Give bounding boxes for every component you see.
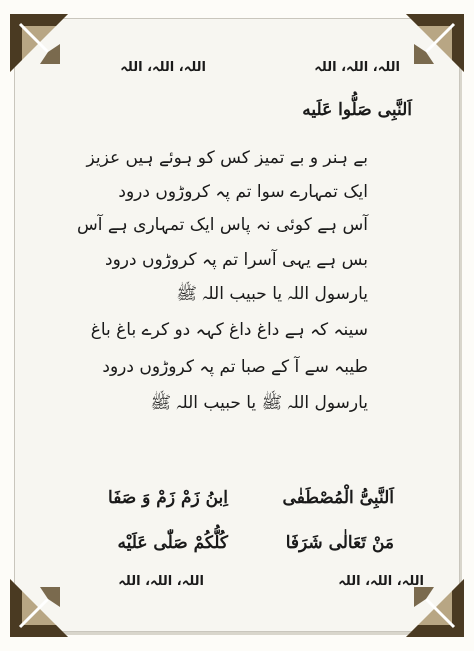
poem-line-4: بس ہے یہی آسرا تم پہ کروڑوں درود <box>105 250 368 270</box>
poem-line-6: سینہ کہ ہے داغ داغ کہہ دو کرے باغ باغ <box>90 320 368 340</box>
allah-row-footer-right: اللہ، اللہ، اللہ <box>338 574 424 589</box>
allah-row-header-left: اللہ، اللہ، اللہ <box>120 60 206 75</box>
poem-line-7: طیبہ سے آ کے صبا تم پہ کروڑوں درود <box>102 357 368 377</box>
footer-left-top: اِبنُ زَمْ زَمْ وَ صَفَا <box>108 488 228 508</box>
poem-line-2: ایک تمہارے سوا تم پہ کروڑوں درود <box>118 182 368 202</box>
poem-line-1: بے ہنر و بے تمیز کس کو ہوئے ہیں عزیز <box>86 148 368 168</box>
corner-ornament-top-right <box>406 14 464 72</box>
footer-right-mid: مَنْ تَعَالٰی شَرَفَا <box>285 533 394 553</box>
footer-left-mid: کُلُّکُمْ صَلّٰی عَلَیْه <box>117 533 228 553</box>
corner-ornament-top-left <box>10 14 68 72</box>
salawat-heading: اَلنَّبِی صَلُّوا عَلَیه <box>302 100 412 120</box>
footer-right-top: اَلنَّبِیُّ الْمُصْطَفٰی <box>282 488 394 508</box>
corner-ornament-bottom-left <box>10 579 68 637</box>
poem-line-5: یارسول اللہ یا حبیب اللہ ﷺ <box>176 284 368 304</box>
allah-row-footer-left: اللہ، اللہ، اللہ <box>118 574 204 589</box>
poem-line-8: یارسول اللہ ﷺ یا حبیب اللہ ﷺ <box>150 393 368 413</box>
allah-row-header-right: اللہ، اللہ، اللہ <box>314 60 400 75</box>
poem-line-3: آس ہے کوئی نہ پاس ایک تمہاری ہے آس <box>76 215 368 235</box>
